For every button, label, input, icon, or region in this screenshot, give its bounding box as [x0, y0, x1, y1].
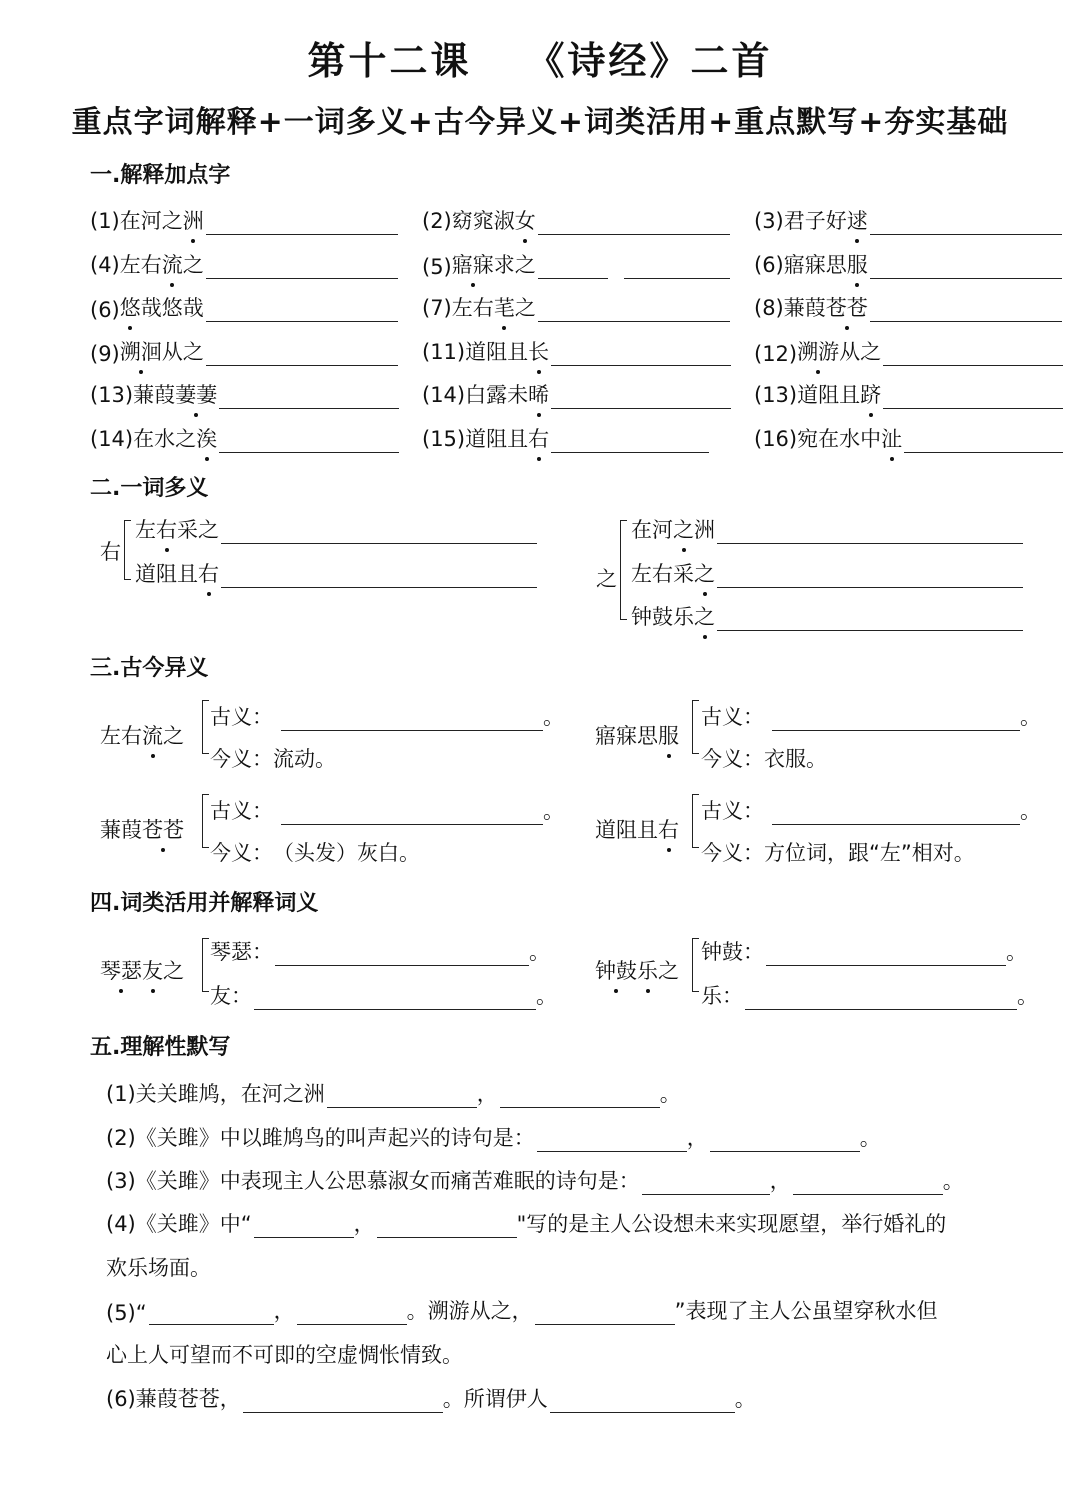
text: 流动。 [273, 747, 336, 771]
answer-blank[interactable] [772, 712, 1020, 731]
polysemy-right-item [631, 601, 1023, 631]
archaic-term [100, 814, 184, 844]
polysemy-char-you: 右 [100, 540, 121, 564]
text: 跻 [860, 379, 881, 409]
text: 之 [673, 514, 694, 544]
text: 苍苍 [142, 814, 184, 844]
vocab-item [754, 249, 1062, 279]
text: 流 [142, 720, 163, 750]
answer-blank[interactable] [281, 806, 543, 825]
section5-heading: 五.理解性默写 [90, 1035, 231, 1060]
archaic-term [100, 720, 184, 750]
vocab-item [422, 379, 731, 409]
text: 古义： [701, 705, 764, 729]
section2-heading: 二.一词多义 [90, 476, 209, 501]
text: 溯洄 [120, 336, 162, 366]
answer-blank[interactable] [551, 390, 731, 409]
modern-meaning [210, 837, 420, 867]
answer-blank[interactable] [745, 991, 1017, 1010]
brace [202, 794, 209, 848]
answer-blank[interactable] [883, 347, 1063, 366]
answer-blank[interactable] [538, 216, 730, 235]
answer-blank[interactable] [538, 303, 730, 322]
dictation-q1: (1)关关雎鸠，在河之洲 ， 。 [106, 1082, 681, 1106]
answer-blank[interactable] [206, 347, 398, 366]
blank[interactable] [500, 1089, 660, 1108]
brace [692, 794, 699, 848]
text: 萋萋 [175, 379, 217, 409]
conversion-line [701, 936, 1027, 966]
text: 钟鼓乐 [631, 605, 694, 629]
vocab-item [90, 423, 399, 453]
text: 。 [529, 940, 550, 964]
text: 在河 [631, 518, 673, 542]
text: 衣服。 [764, 747, 827, 771]
vocab-item [754, 292, 1062, 322]
text: 洲 [183, 205, 204, 235]
vocab-item [422, 205, 730, 235]
text: (9) [90, 342, 120, 366]
text: 右 [658, 814, 679, 844]
text: 之 [163, 724, 184, 748]
polysemy-right-item [631, 514, 1023, 544]
dictation-q4-cont: 欢乐场面。 [106, 1256, 211, 1280]
text: 溯游 [797, 336, 839, 366]
vocab-item [90, 292, 398, 322]
answer-blank[interactable] [717, 525, 1023, 544]
vocab-item [90, 249, 398, 279]
ancient-meaning [701, 701, 1041, 731]
text: 服 [847, 249, 868, 279]
text: 今义： [210, 841, 273, 865]
answer-blank[interactable] [221, 569, 537, 588]
text: 。 [1017, 984, 1038, 1008]
dictation-q2: (2)《关雎》中以雎鸠鸟的叫声起兴的诗句是： ， 。 [106, 1126, 881, 1150]
answer-blank[interactable] [904, 434, 1063, 453]
text: (4)左右 [90, 253, 162, 277]
answer-blank[interactable] [551, 434, 709, 453]
text: 乐 [637, 955, 658, 985]
text: 左 [135, 518, 156, 542]
text: (11)道阻且 [422, 340, 529, 364]
blank[interactable] [377, 1219, 517, 1238]
archaic-term [595, 814, 679, 844]
dictation-q4: (4)《关雎》中“ ， "写的是主人公设想未来实现愿望，举行婚礼的 [106, 1212, 947, 1236]
text: (14)白露未 [422, 383, 529, 407]
brace [692, 938, 699, 992]
text: 芼 [494, 292, 515, 322]
dictation-q5-cont: 心上人可望而不可即的空虚惆怅情致。 [106, 1343, 463, 1367]
modern-meaning [701, 743, 827, 773]
text: (12) [754, 342, 798, 366]
text: (2)窈窕淑 [422, 209, 515, 233]
text: 哉悠哉 [140, 296, 204, 320]
blank[interactable] [297, 1306, 407, 1325]
text: 今义： [701, 841, 764, 865]
text: 。 [536, 984, 557, 1008]
text: 古义： [210, 705, 273, 729]
blank[interactable] [793, 1176, 943, 1195]
text: 逑 [847, 205, 868, 235]
vocab-item [90, 336, 398, 366]
answer-blank[interactable] [551, 347, 731, 366]
text: 采之 [177, 518, 219, 542]
answer-blank[interactable] [883, 390, 1063, 409]
answer-blank[interactable] [766, 947, 1006, 966]
answer-blank[interactable] [254, 991, 536, 1010]
answer-blank[interactable] [717, 569, 1023, 588]
text: （头发）灰白。 [273, 841, 420, 865]
text: (16)宛在水中 [754, 427, 882, 451]
text: 从之 [839, 340, 882, 364]
text: 之 [182, 253, 204, 277]
text: 沚 [881, 423, 902, 453]
text: 乐： [701, 984, 743, 1008]
text: (8)蒹葭 [754, 296, 826, 320]
vocab-item [422, 423, 709, 453]
vocab-item [90, 205, 398, 235]
text: 之 [658, 959, 679, 983]
modern-meaning [210, 743, 336, 773]
text: (1)在河之 [90, 209, 183, 233]
text: 古义： [701, 799, 764, 823]
text: 之 [514, 296, 536, 320]
blank[interactable] [710, 1133, 860, 1152]
section4-heading: 四.词类活用并解释词义 [90, 891, 319, 916]
section3-heading: 三.古今异义 [90, 656, 209, 681]
text: (14)在水之 [90, 427, 197, 451]
text: 苍苍 [826, 292, 868, 322]
text: 右 [528, 423, 549, 453]
blank[interactable] [537, 1133, 687, 1152]
text: 道阻且 [135, 562, 198, 586]
text: 之 [694, 558, 715, 588]
text: 钟鼓 [595, 955, 637, 985]
conversion-line [210, 980, 557, 1010]
section1-heading: 一.解释加点字 [90, 163, 231, 188]
polysemy-right-item [631, 558, 1023, 588]
text: 寤寐 [452, 249, 494, 279]
answer-blank[interactable] [219, 434, 399, 453]
text: 晞 [528, 379, 549, 409]
lesson-name: 《诗经》二首 [526, 39, 773, 83]
text: 悠 [120, 292, 141, 322]
text: 女 [515, 205, 536, 235]
text: 今义： [210, 747, 273, 771]
text: 长 [528, 336, 549, 366]
dictation-q5: (5)“ ， 。溯游从之， ”表现了主人公虽望穿秋水但 [106, 1299, 938, 1325]
text: 之 [694, 601, 715, 631]
text: 蒹葭 [100, 818, 142, 842]
text: 服 [658, 720, 679, 750]
page-title [0, 30, 1080, 85]
text: 右 [156, 514, 177, 544]
text: (3)君子好 [754, 209, 847, 233]
brace [202, 938, 209, 992]
polysemy-left-item [135, 514, 537, 544]
text: 。 [543, 705, 564, 729]
blank[interactable] [642, 1176, 770, 1195]
conversion-term [100, 955, 184, 985]
text: 琴瑟： [210, 940, 273, 964]
text: (6) [90, 298, 120, 322]
text: 友： [210, 984, 252, 1008]
polysemy-char-zhi: 之 [596, 567, 617, 591]
text: (5) [422, 255, 452, 279]
answer-blank[interactable] [772, 806, 1020, 825]
blank[interactable] [149, 1306, 274, 1325]
answer-blank[interactable] [870, 216, 1062, 235]
text: 钟鼓： [701, 940, 764, 964]
text: (13)道阻且 [754, 383, 861, 407]
blank[interactable] [327, 1089, 477, 1108]
text: 古义： [210, 799, 273, 823]
answer-blank[interactable] [717, 612, 1023, 631]
ancient-meaning [210, 701, 564, 731]
blank[interactable] [243, 1394, 443, 1413]
text: 流 [162, 249, 183, 279]
vocab-item [754, 423, 1063, 453]
page-subtitle: 重点字词解释+一词多义+古今异义+词类活用+重点默写+夯实基础 [71, 105, 1009, 140]
text: 之 [163, 959, 184, 983]
answer-blank[interactable] [281, 712, 543, 731]
text: 。 [1020, 705, 1041, 729]
text: (6)寤寐思 [754, 253, 847, 277]
dictation-q6: (6)蒹葭苍苍， 。所谓伊人 。 [106, 1387, 756, 1411]
ancient-meaning [701, 795, 1041, 825]
answer-blank[interactable] [538, 260, 608, 279]
vocab-item [754, 205, 1062, 235]
text: 求之 [493, 253, 536, 277]
answer-blank[interactable] [624, 260, 730, 279]
text: 左右采 [631, 562, 694, 586]
brace [202, 700, 209, 754]
text: 。 [1006, 940, 1027, 964]
text: 涘 [196, 423, 217, 453]
text: 从之 [161, 340, 204, 364]
modern-meaning [701, 837, 975, 867]
text: 左右 [100, 724, 142, 748]
text: 。 [1020, 799, 1041, 823]
text: 洲 [694, 518, 715, 542]
lesson-number: 第十二课 [307, 39, 472, 83]
text: 道阻且 [595, 818, 658, 842]
text: 右 [198, 558, 219, 588]
blank[interactable] [254, 1219, 354, 1238]
vocab-item [754, 379, 1063, 409]
brace [692, 700, 699, 754]
polysemy-left-item [135, 558, 537, 588]
vocab-item [90, 379, 399, 409]
conversion-term [595, 955, 679, 985]
blank[interactable] [535, 1306, 675, 1325]
text: (7)左右 [422, 296, 494, 320]
text: (13)蒹葭 [90, 383, 176, 407]
text: 寤寐思 [595, 724, 658, 748]
text: 。 [543, 799, 564, 823]
answer-blank[interactable] [206, 260, 398, 279]
vocab-item [754, 336, 1063, 366]
ancient-meaning [210, 795, 564, 825]
vocab-item [422, 249, 730, 279]
conversion-line [701, 980, 1038, 1010]
vocab-item [422, 292, 730, 322]
answer-blank[interactable] [870, 260, 1062, 279]
conversion-line [210, 936, 550, 966]
answer-blank[interactable] [221, 525, 537, 544]
blank[interactable] [550, 1394, 735, 1413]
archaic-term [595, 720, 679, 750]
text: 友 [142, 955, 163, 985]
answer-blank[interactable] [219, 390, 399, 409]
text: (15)道阻且 [422, 427, 529, 451]
text: 琴瑟 [100, 955, 142, 985]
dictation-q3: (3)《关雎》中表现主人公思慕淑女而痛苦难眠的诗句是： ， 。 [106, 1169, 964, 1193]
text: 今义： [701, 747, 764, 771]
answer-blank[interactable] [275, 947, 529, 966]
answer-blank[interactable] [206, 303, 398, 322]
brace-left [124, 520, 131, 580]
vocab-item [422, 336, 731, 366]
answer-blank[interactable] [870, 303, 1062, 322]
answer-blank[interactable] [206, 216, 398, 235]
text: 方位词，跟“左”相对。 [764, 841, 975, 865]
brace-right [620, 520, 627, 620]
